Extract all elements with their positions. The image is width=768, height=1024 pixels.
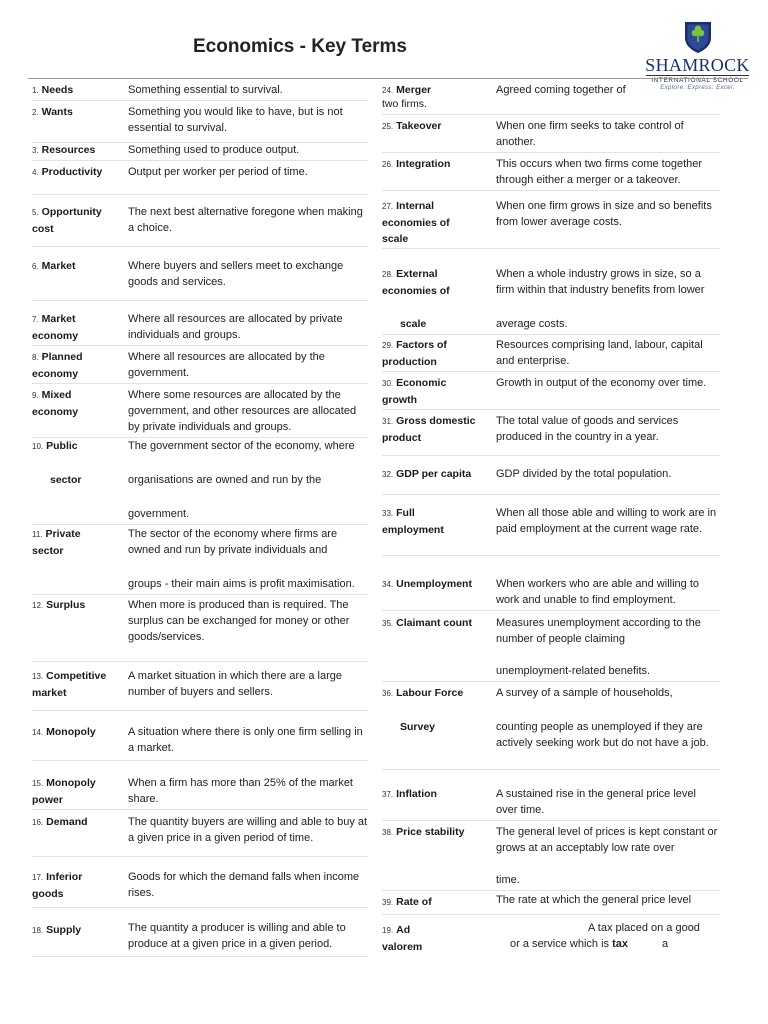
divider [32,907,368,908]
divider [382,494,720,495]
term-definition-continued: or a service which is tax a [510,938,669,950]
term-definition: When more is produced than is required. The surplus can be exchanged for money or other goods/services. [128,599,350,643]
term-number: 11. [32,530,43,539]
term-name: Monopoly power [32,777,96,806]
term-definition-continued: organisations are owned and run by the [128,474,322,486]
term-definition: Where buyers and sellers meet to exchange goods and services. [128,260,344,288]
divider [382,371,720,372]
term-definition: Where some resources are allocated by the government, and other resources are allocated by private individuals and groups. [128,389,357,433]
divider [382,555,720,556]
shamrock-shield-icon [683,20,713,54]
term-number: 34. [382,580,394,589]
divider [382,334,720,335]
term-number: 36. [382,689,394,698]
term-name: Competitive market [32,670,107,699]
term-name: Planned economy [32,351,83,380]
term-definition: GDP divided by the total population. [496,468,672,480]
term-number: 18. [32,926,44,935]
divider [32,661,368,662]
divider [382,248,720,249]
term-definition: A market situation in which there are a large number of buyers and sellers. [128,670,343,698]
term-name: Takeover [396,120,442,132]
term-number: 33. [382,509,394,518]
divider [382,409,720,410]
divider [32,710,368,711]
term-definition: When workers who are able and willing to work and unable to find employment. [496,578,699,606]
term-name: Gross domestic product [382,415,476,444]
term-number: 7. [32,315,39,324]
term-name: Market [41,260,76,272]
term-name: Economic growth [382,377,447,406]
term-definition: Where all resources are allocated by private individuals and groups. [128,313,343,341]
term-name: Full employment [382,507,444,536]
term-number: 2. [32,108,39,117]
divider [382,820,720,821]
term-definition: A situation where there is only one firm selling in a market. [128,726,363,754]
divider [382,681,720,682]
term-number: 31. [382,417,394,426]
divider [32,160,368,161]
divider [32,760,368,761]
term-number: 13. [32,672,44,681]
term-definition: When one firm seeks to take control of another. [496,120,684,148]
term-number: 16. [32,818,44,827]
term-name: Merger [396,84,432,96]
divider [32,246,368,247]
term-number: 1. [32,86,39,95]
term-definition: When a firm has more than 25% of the market share. [128,777,353,805]
term-definition: A sustained rise in the general price level over time. [496,788,696,816]
term-number: 27. [382,202,394,211]
term-name-continued: two firms. [382,98,427,110]
term-number: 5. [32,208,39,217]
divider [32,594,368,595]
term-inline-word: tax [612,938,629,950]
term-name-continued: Survey [400,721,436,733]
term-number: 35. [382,619,394,628]
term-name: Public [46,440,78,452]
term-definition: Growth in output of the economy over time. [496,377,707,389]
school-name: SHAMROCK [645,55,750,75]
term-name: Wants [41,106,73,118]
term-name: Supply [46,924,82,936]
term-definition: The total value of goods and services produced in the country in a year. [496,415,679,443]
term-number: 3. [32,146,39,155]
divider [382,455,720,456]
term-definition: The rate at which the general price level [496,894,692,906]
divider [382,610,720,611]
term-definition: Measures unemployment according to the number of people claiming [496,617,701,645]
divider [382,890,720,891]
term-number: 26. [382,160,394,169]
term-name: Productivity [41,166,103,178]
term-name: Claimant count [396,617,472,629]
term-name-continued: sector [50,474,82,486]
term-number: 6. [32,262,39,271]
divider [32,300,368,301]
term-name: Factors of production [382,339,447,368]
term-definition-continued: counting people as unemployed if they are actively seeking work but do not have a job. [496,721,709,749]
term-name: Ad valorem [382,924,423,953]
term-definition: The sector of the economy where firms are owned and run by private individuals and [128,528,338,556]
term-number: 28. [382,270,394,279]
term-number: 30. [382,379,394,388]
divider [32,383,368,384]
divider [382,152,720,153]
term-number: 25. [382,122,394,131]
term-name: Needs [41,84,74,96]
term-definition: Agreed coming together of [496,84,626,96]
term-definition: A survey of a sample of households, [496,687,673,699]
term-definition: The next best alternative foregone when making a choice. [128,206,363,234]
term-definition: A tax placed on a good [588,922,700,934]
term-number: 17. [32,873,44,882]
term-name: Labour Force [396,687,464,699]
term-definition: Something used to produce output. [128,144,300,156]
page-title: Economics - Key Terms [192,36,407,57]
term-name: Inferior goods [32,871,83,900]
divider [32,956,368,957]
term-definition: Something you would like to have, but is not essential to survival. [128,106,343,134]
term-definition: When a whole industry grows in size, so a firm within that industry benefits from lower [496,268,705,296]
term-number: 4. [32,168,39,177]
term-number: 14. [32,728,44,737]
term-number: 32. [382,470,394,479]
divider [382,914,720,915]
term-name: Integration [396,158,451,170]
term-number: 15. [32,779,44,788]
term-definition: Goods for which the demand falls when income rises. [128,871,360,899]
term-name: Market economy [32,313,79,342]
term-number: 38. [382,828,394,837]
term-name: Internal economies of scale [382,200,450,245]
term-definition: When all those able and willing to work are in paid employment at the current wage rate. [496,507,717,535]
term-definition-continued: time. [496,874,520,886]
term-name: Rate of [396,896,432,908]
term-number: 9. [32,391,39,400]
term-definition-continued: unemployment-related benefits. [496,665,651,677]
divider [32,194,368,195]
term-name: Private sector [32,528,81,557]
divider [382,769,720,770]
term-definition: Output per worker per period of time. [128,166,308,178]
divider [382,190,720,191]
term-definition-continued: groups - their main aims is profit maximisation. [128,578,355,590]
divider [32,524,368,525]
term-number: 8. [32,353,39,362]
divider [382,114,720,115]
term-definition-continued: government. [128,508,190,520]
term-number: 12. [32,601,44,610]
term-number: 29. [382,341,394,350]
divider [32,809,368,810]
term-number: 10. [32,442,44,451]
term-name: Inflation [396,788,437,800]
school-logo [640,20,755,91]
term-definition: The general level of prices is kept constant or grows at an acceptably low rate over [496,826,718,854]
term-definition-continued: average costs. [496,318,568,330]
term-definition: The government sector of the economy, where [128,440,355,452]
term-name: Surplus [46,599,86,611]
term-definition: The quantity a producer is willing and able to produce at a given price in a given period. [128,922,346,950]
header-divider [28,78,748,79]
term-definition: When one firm grows in size and so benefits from lower average costs. [496,200,712,228]
school-subtitle: INTERNATIONAL SCHOOL [646,75,749,84]
term-name: Mixed economy [32,389,79,418]
term-name: Monopoly [46,726,96,738]
term-name: Price stability [396,826,465,838]
divider [32,345,368,346]
term-number: 39. [382,898,394,907]
term-definition: The quantity buyers are willing and able to buy at a given price in a given period of time. [128,816,368,844]
term-number: 19. [382,926,394,935]
divider [32,100,368,101]
divider [32,856,368,857]
term-definition: This occurs when two firms come together through either a merger or a takeover. [496,158,703,186]
school-motto: Explore. Express. Excel. [660,85,735,91]
term-name: Unemployment [396,578,472,590]
term-definition: Something essential to survival. [128,84,283,96]
term-number: 24. [382,86,394,95]
term-name: External economies of [382,268,450,297]
term-name: Demand [46,816,88,828]
term-name: Opportunity cost [32,206,102,235]
term-name: GDP per capita [396,468,472,480]
term-definition: Where all resources are allocated by the government. [128,351,325,379]
term-name: Resources [41,144,96,156]
term-number: 37. [382,790,394,799]
term-definition: Resources comprising land, labour, capital and enterprise. [496,339,703,367]
term-name-continued: scale [400,318,427,330]
